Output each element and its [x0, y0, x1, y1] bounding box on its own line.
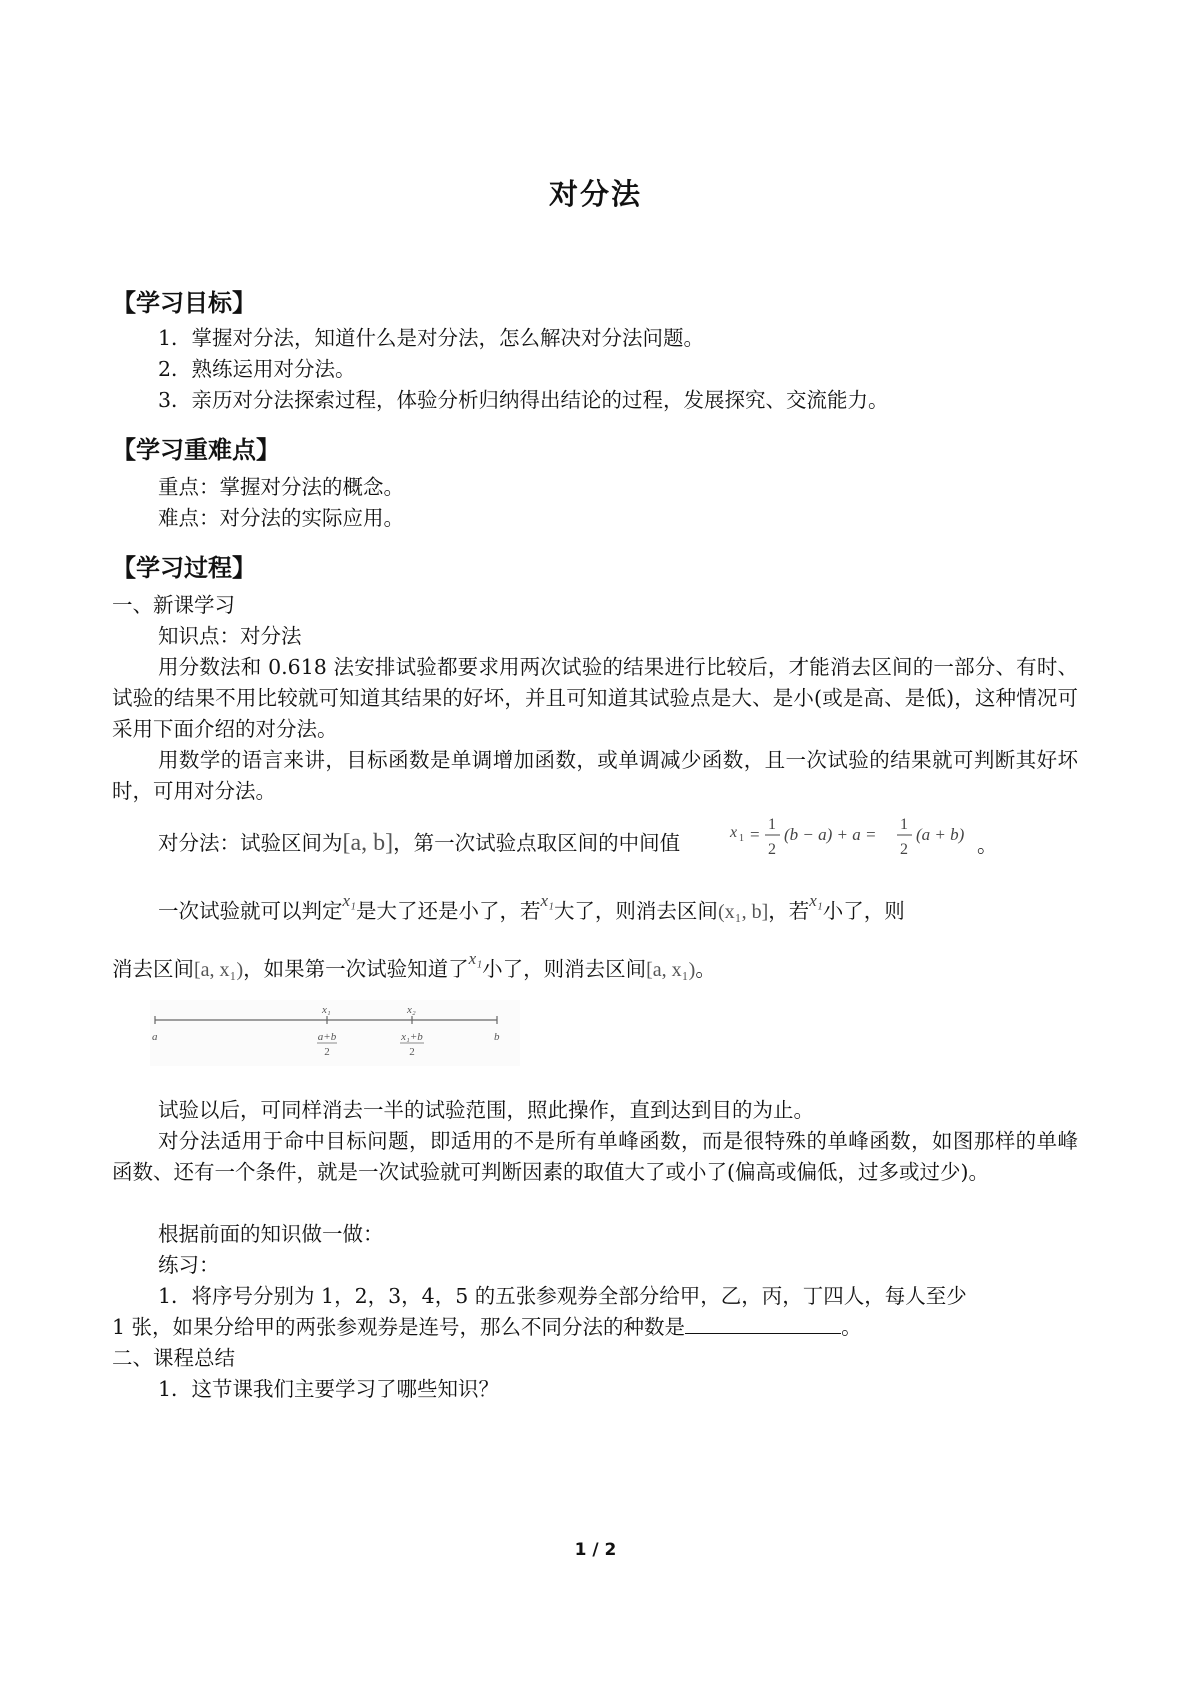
label-x1: x₁ — [322, 1004, 331, 1016]
interval-a-x1: [a, x₁) — [194, 959, 244, 981]
judge-text-b: 是大了还是小了，若 — [355, 899, 541, 923]
label-x2: x₂ — [407, 1004, 416, 1016]
exercise-label: 练习： — [158, 1253, 220, 1277]
bisection-number-line-figure — [150, 1000, 520, 1066]
definition-line — [158, 828, 680, 859]
midpoint1-numerator: a+b — [317, 1031, 337, 1043]
midpoint1-denominator: 2 — [324, 1046, 330, 1058]
svg-text:1: 1 — [768, 816, 776, 833]
interval-ab: [a, b] — [342, 830, 394, 856]
goal-item-3: 3．亲历对分法探索过程，体验分析归纳得出结论的过程，发展探究、交流能力。 — [158, 388, 889, 412]
svg-text:(b − a) + a =: (b − a) + a = — [784, 825, 877, 844]
page-title: 对分法 — [548, 177, 642, 211]
eliminate-text-c: 小了，则消去区间 — [482, 957, 647, 981]
paragraph-4: 对分法适用于命中目标问题，即适用的不是所有单峰函数，而是很特殊的单峰函数，如图那样的单峰函数、还有一个条件，就是一次试验就可判断因素的取值大了或小了(偏高或偏低，过多或过少)。 — [112, 1129, 1078, 1184]
svg-text:=: = — [750, 825, 760, 844]
svg-text:2: 2 — [900, 841, 908, 858]
difficulty-heading: 【学习重难点】 — [112, 436, 280, 464]
exercise-1-end: 。 — [841, 1315, 862, 1339]
key-point: 重点：掌握对分法的概念。 — [158, 475, 404, 499]
paragraph-1: 用分数法和 0.618 法安排试验都要求用两次试验的结果进行比较后，才能消去区间的一部分、有时、试验的结果不用比较就可知道其结果的好坏，并且可知道其试验点是大、是小(或是高、是低)，这种情况可采用下面介绍的对分法。 — [112, 655, 1078, 741]
part2-title: 二、课程总结 — [112, 1346, 235, 1370]
goals-heading: 【学习目标】 — [112, 289, 256, 317]
paragraph-5: 根据前面的知识做一做： — [158, 1222, 384, 1246]
goal-item-2: 2．熟练运用对分法。 — [158, 357, 356, 381]
definition-text-b: ，第一次试验点取区间的中间值 — [393, 831, 681, 855]
paragraph-3: 试验以后，可同样消去一半的试验范围，照此操作，直到达到目的为止。 — [158, 1098, 814, 1122]
exercise-1-text: 1 张，如果分给甲的两张参观券是连号，那么不同分法的种数是 — [112, 1315, 686, 1339]
svg-text:(a + b): (a + b) — [916, 825, 965, 844]
definition-end: 。 — [977, 833, 998, 857]
interval-a-x1: [a, x₁) — [646, 959, 696, 981]
judge-text-c: 大了，则消去区间 — [553, 899, 718, 923]
judge-text-e: 小了，则 — [822, 899, 905, 923]
svg-text:2: 2 — [768, 841, 776, 858]
midpoint2-numerator: x₁+b — [401, 1031, 423, 1043]
exercise-1-line-1: 1．将序号分别为 1，2，3，4，5 的五张参观券全部分给甲，乙，丙，丁四人，每人至少 — [158, 1284, 967, 1308]
eliminate-end: 。 — [695, 957, 716, 981]
eliminate-text-b: ，如果第一次试验知道了 — [243, 957, 469, 981]
x1-symbol: x₁ — [468, 949, 483, 968]
interval-x1-b: (x₁, b] — [717, 901, 769, 923]
judge-line — [158, 891, 905, 928]
answer-blank — [685, 1313, 841, 1334]
svg-text:1: 1 — [739, 833, 744, 844]
hard-point: 难点：对分法的实际应用。 — [158, 506, 404, 530]
eliminate-line — [112, 949, 716, 986]
midpoint2-denominator: 2 — [409, 1046, 415, 1058]
exercise-1-line-2 — [112, 1312, 862, 1343]
x1-symbol: x₁ — [809, 891, 823, 910]
summary-item-1: 1．这节课我们主要学习了哪些知识？ — [158, 1377, 500, 1401]
part1-title: 一、新课学习 — [112, 593, 235, 617]
judge-text-d: ，若 — [768, 899, 810, 923]
definition-text-a: 对分法：试验区间为 — [158, 831, 343, 855]
goal-item-1: 1．掌握对分法，知道什么是对分法，怎么解决对分法问题。 — [158, 326, 705, 350]
judge-text-a: 一次试验就可以判定 — [158, 899, 343, 923]
svg-text:x: x — [730, 824, 738, 841]
paragraph-2: 用数学的语言来讲，目标函数是单调增加函数，或单调减少函数，且一次试验的结果就可判断其好坏时，可用对分法。 — [112, 748, 1078, 803]
svg-text:1: 1 — [900, 816, 908, 833]
process-heading: 【学习过程】 — [112, 554, 256, 582]
page-number: 1 / 2 — [574, 1540, 617, 1560]
label-a: a — [152, 1031, 158, 1043]
x1-symbol: x₁ — [540, 891, 554, 910]
eliminate-text-a: 消去区间 — [112, 957, 194, 981]
knowledge-point: 知识点：对分法 — [158, 624, 302, 648]
x1-symbol: x₁ — [342, 891, 356, 910]
label-b: b — [494, 1031, 500, 1043]
midpoint-formula — [728, 810, 988, 866]
